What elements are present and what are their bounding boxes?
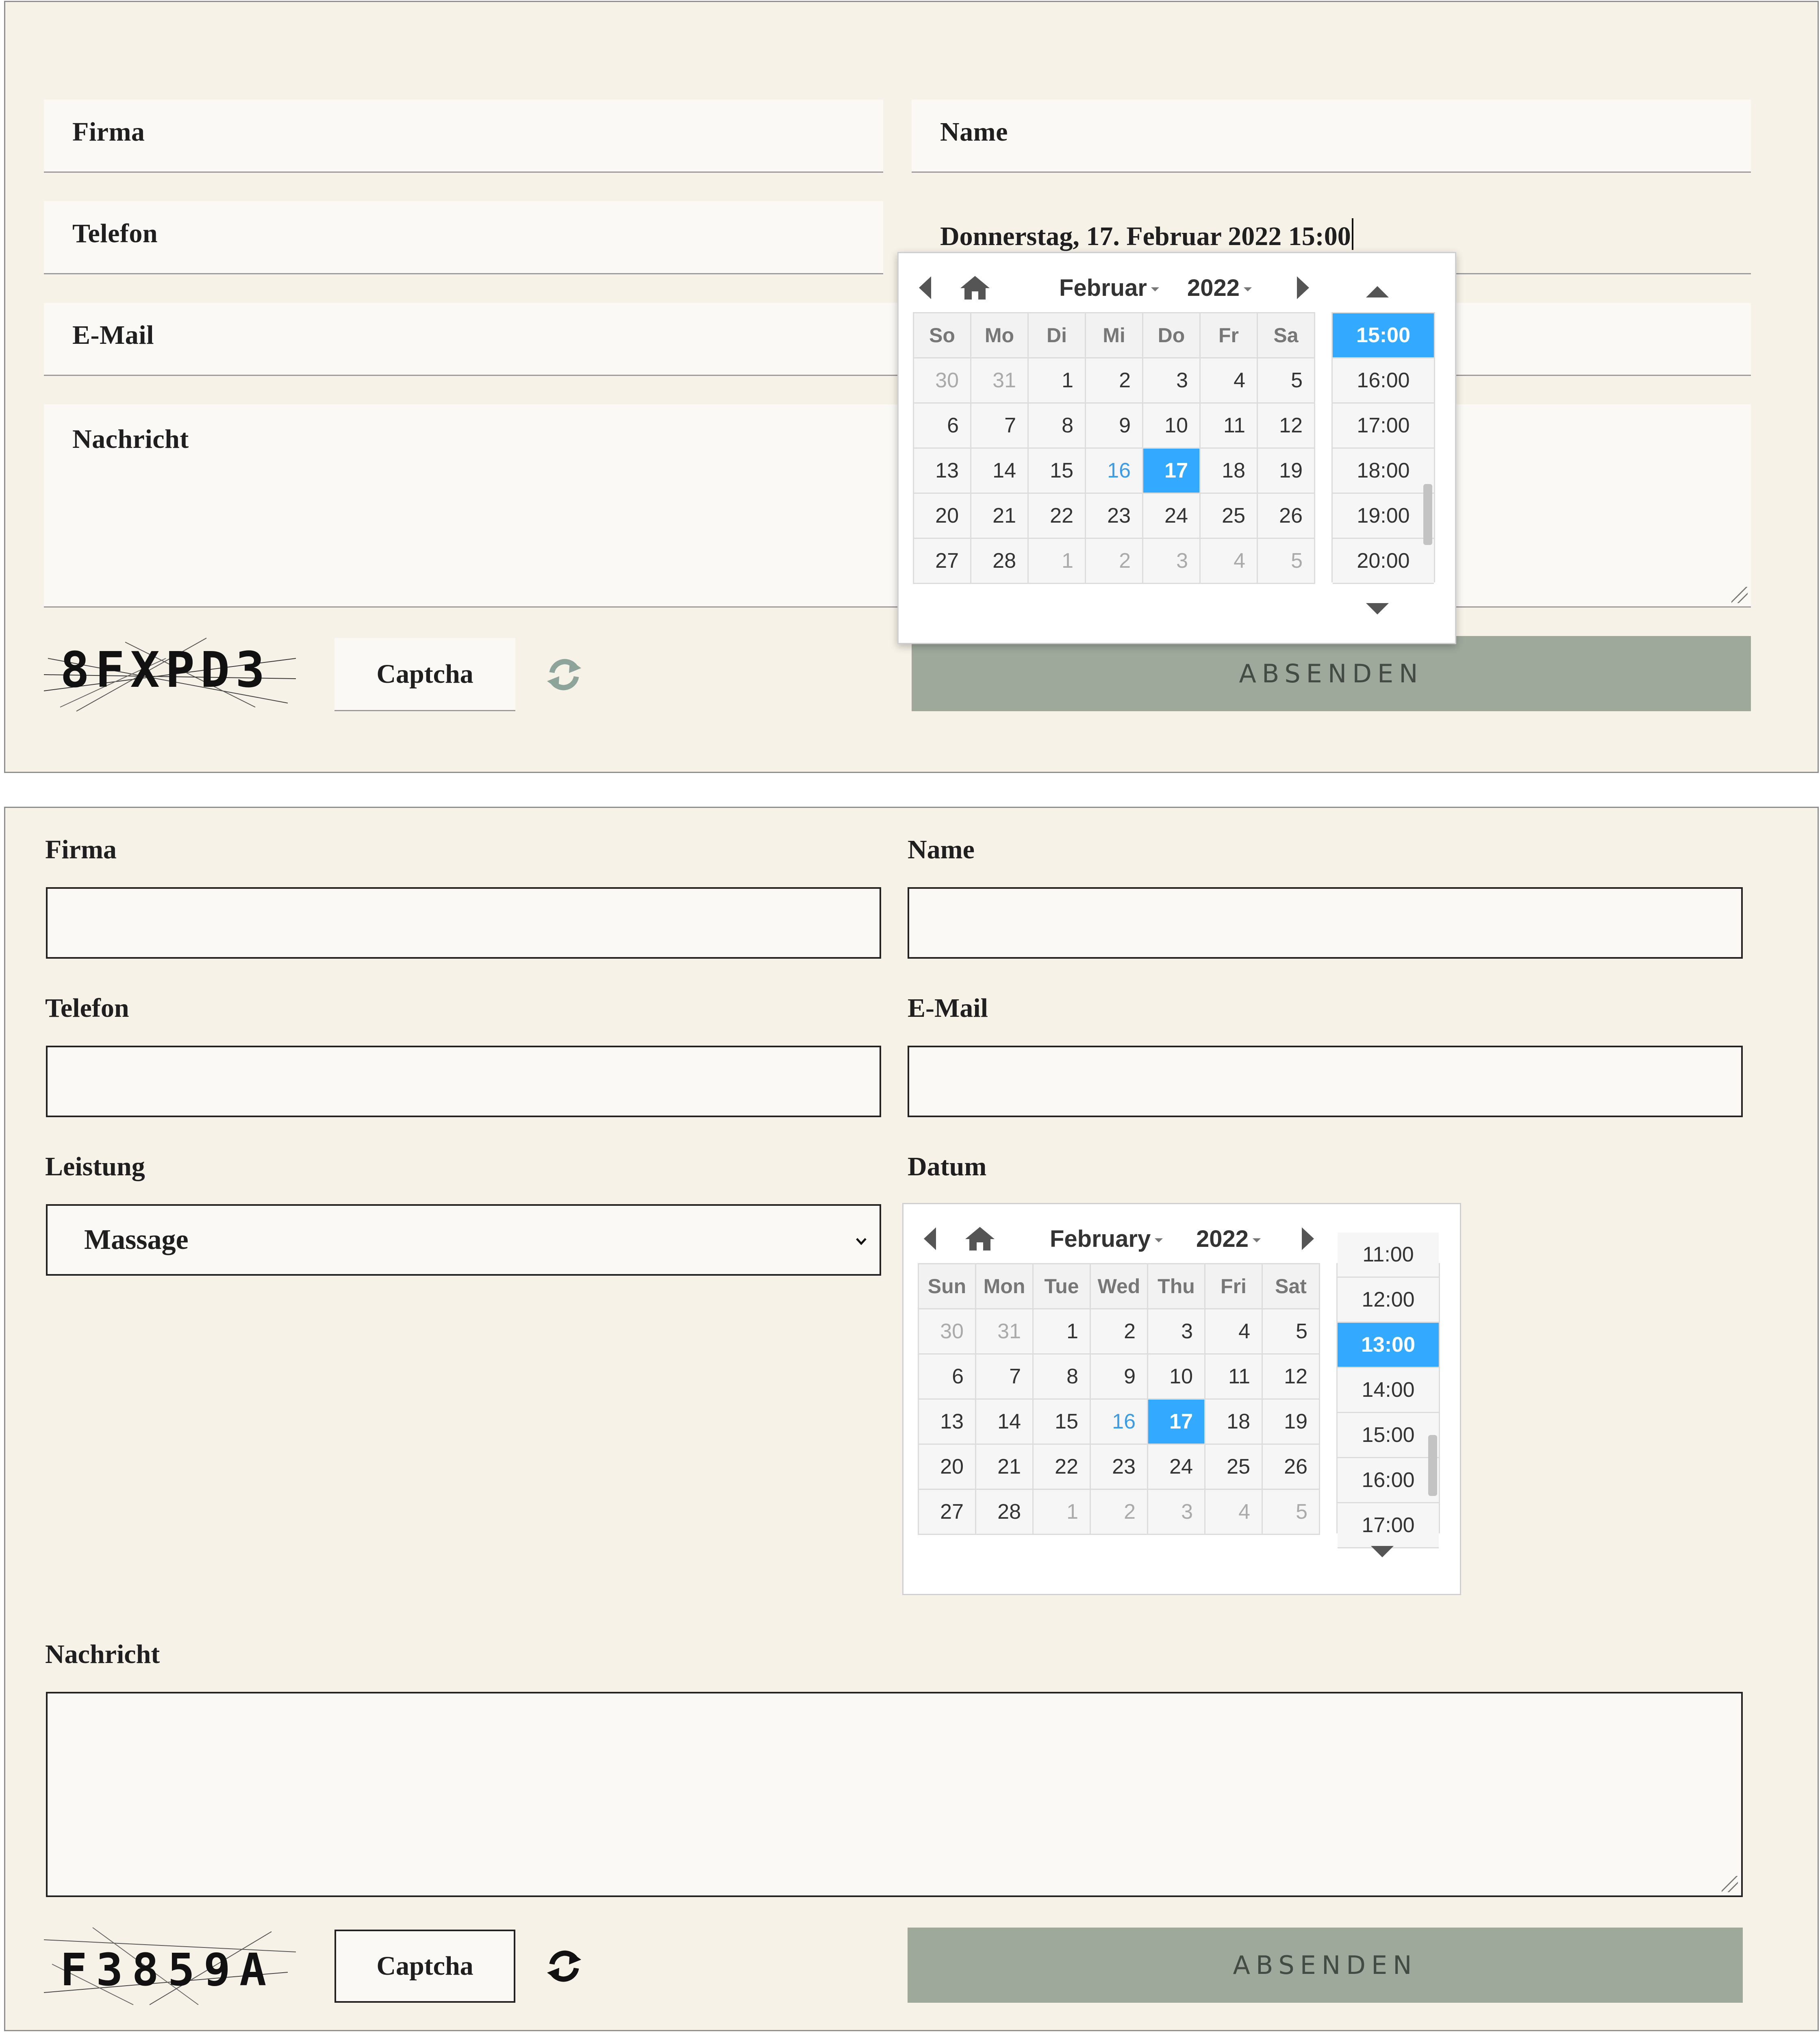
calendar-grid xyxy=(918,1263,1320,1535)
time-scroll-down-button[interactable] xyxy=(1366,593,1389,625)
calendar-day[interactable]: 3 xyxy=(1143,358,1200,403)
weekday-header: Di xyxy=(1028,313,1086,358)
year-select[interactable] xyxy=(1187,271,1252,304)
submit-button[interactable]: ABSENDEN xyxy=(908,1928,1743,2003)
arrow-down-icon xyxy=(1371,1546,1394,1557)
calendar-day[interactable]: 2 xyxy=(1090,1309,1148,1354)
year-select[interactable] xyxy=(1196,1222,1261,1255)
calendar-day[interactable]: 4 xyxy=(1200,538,1257,584)
prev-month-button[interactable] xyxy=(919,271,931,304)
weekday-header: Mon xyxy=(976,1264,1033,1309)
submit-button[interactable]: ABSENDEN xyxy=(912,636,1751,711)
firma-input[interactable] xyxy=(46,887,881,959)
time-scroll-up-button[interactable] xyxy=(1366,276,1389,308)
calendar-day[interactable]: 3 xyxy=(1143,538,1200,584)
arrow-down-icon xyxy=(1366,603,1389,614)
calendar-day[interactable]: 5 xyxy=(1257,538,1315,584)
calendar-day[interactable]: 21 xyxy=(976,1444,1033,1489)
name-input[interactable] xyxy=(908,887,1743,959)
calendar-day[interactable]: 9 xyxy=(1086,403,1143,448)
refresh-icon xyxy=(544,654,584,695)
calendar-day[interactable]: 24 xyxy=(1143,493,1200,538)
calendar-day[interactable]: 3 xyxy=(1148,1489,1205,1535)
calendar-day[interactable]: 26 xyxy=(1257,493,1315,538)
calendar-day[interactable]: 23 xyxy=(1086,493,1143,538)
weekday-header: Tue xyxy=(1033,1264,1090,1309)
year-label: 2022 xyxy=(1196,1225,1249,1252)
calendar-day[interactable]: 20 xyxy=(914,493,971,538)
selected-day[interactable]: 17 xyxy=(1148,1399,1205,1444)
telefon-label: Telefon xyxy=(45,993,129,1023)
selected-time[interactable]: 15:00 xyxy=(1333,313,1434,358)
calendar-day[interactable]: 1 xyxy=(1033,1309,1090,1354)
weekday-header: Mi xyxy=(1086,313,1143,358)
select-chevron-icon xyxy=(855,1235,867,1247)
resize-handle[interactable] xyxy=(1722,1876,1738,1892)
calendar-day[interactable]: 8 xyxy=(1033,1354,1090,1399)
refresh-captcha-button[interactable] xyxy=(540,1942,589,1991)
calendar-day[interactable]: 23 xyxy=(1090,1444,1148,1489)
calendar-day[interactable]: 26 xyxy=(1262,1444,1320,1489)
today-button[interactable] xyxy=(964,1222,995,1255)
calendar-day[interactable]: 20 xyxy=(919,1444,976,1489)
calendar-day[interactable]: 2 xyxy=(1090,1489,1148,1535)
time-scroll-down-button[interactable] xyxy=(1371,1535,1394,1568)
calendar-day[interactable]: 5 xyxy=(1257,358,1315,403)
month-select[interactable] xyxy=(1059,271,1159,304)
leistung-select[interactable] xyxy=(46,1204,881,1276)
month-label: Februar xyxy=(1059,274,1147,301)
telefon-field[interactable] xyxy=(44,201,883,274)
month-select[interactable] xyxy=(1050,1222,1163,1255)
weekday-header: So xyxy=(914,313,971,358)
calendar-grid xyxy=(913,312,1315,584)
calendar-day[interactable]: 11 xyxy=(1205,1354,1262,1399)
refresh-icon xyxy=(544,1946,584,1986)
firma-field[interactable] xyxy=(44,100,883,173)
calendar-day[interactable]: 31 xyxy=(976,1309,1033,1354)
weekday-header: Do xyxy=(1143,313,1200,358)
chevron-left-icon xyxy=(919,276,931,299)
weekday-header: Sun xyxy=(919,1264,976,1309)
calendar-day[interactable]: 5 xyxy=(1262,1309,1320,1354)
calendar-day[interactable]: 31 xyxy=(971,358,1028,403)
calendar-day[interactable]: 9 xyxy=(1090,1354,1148,1399)
chevron-right-icon xyxy=(1297,276,1309,299)
calendar-day[interactable]: 2 xyxy=(1086,538,1143,584)
calendar-day[interactable]: 24 xyxy=(1148,1444,1205,1489)
calendar-day[interactable]: 6 xyxy=(914,403,971,448)
date-input-value: Donnerstag, 17. Februar 2022 15:00 xyxy=(940,218,1353,252)
month-label: February xyxy=(1050,1225,1151,1252)
home-icon xyxy=(964,1226,995,1251)
nachricht-label: Nachricht xyxy=(72,424,189,454)
captcha-code: 8FXPD3 xyxy=(60,642,271,699)
datetime-picker-inline xyxy=(902,1203,1461,1595)
calendar-day[interactable]: 8 xyxy=(1028,403,1086,448)
datetime-picker xyxy=(897,252,1456,644)
calendar-day[interactable]: 7 xyxy=(971,403,1028,448)
calendar-day[interactable]: 18 xyxy=(1200,448,1257,493)
nachricht-label: Nachricht xyxy=(45,1639,160,1669)
calendar-day[interactable]: 25 xyxy=(1205,1444,1262,1489)
calendar-day[interactable]: 30 xyxy=(919,1309,976,1354)
prev-month-button[interactable] xyxy=(924,1222,936,1255)
weekday-header: Fr xyxy=(1200,313,1257,358)
refresh-captcha-button[interactable] xyxy=(540,650,589,699)
captcha-input[interactable]: Captcha xyxy=(334,1930,515,2003)
time-option[interactable]: 11:00 xyxy=(1338,1233,1439,1278)
nachricht-textarea[interactable] xyxy=(46,1692,1743,1897)
calendar-day[interactable]: 16 xyxy=(1086,448,1143,493)
calendar-day[interactable]: 19 xyxy=(1257,448,1315,493)
calendar-day[interactable]: 21 xyxy=(971,493,1028,538)
time-scrollbar-thumb[interactable] xyxy=(1423,484,1432,545)
weekday-header: Wed xyxy=(1090,1264,1148,1309)
name-label: Name xyxy=(908,835,975,864)
email-input[interactable] xyxy=(908,1046,1743,1117)
weekday-header: Mo xyxy=(971,313,1028,358)
calendar-day[interactable]: 15 xyxy=(1033,1399,1090,1444)
captcha-input[interactable]: Captcha xyxy=(334,638,515,711)
calendar-day[interactable]: 11 xyxy=(1200,403,1257,448)
leistung-label: Leistung xyxy=(45,1152,145,1181)
calendar-day[interactable]: 12 xyxy=(1262,1354,1320,1399)
calendar-day[interactable]: 14 xyxy=(976,1399,1033,1444)
calendar-day[interactable]: 14 xyxy=(971,448,1028,493)
chevron-right-icon xyxy=(1302,1227,1314,1250)
calendar-day[interactable]: 10 xyxy=(1143,403,1200,448)
calendar-day[interactable]: 27 xyxy=(914,538,971,584)
weekday-header: Thu xyxy=(1148,1264,1205,1309)
calendar-day[interactable]: 7 xyxy=(976,1354,1033,1399)
calendar-day[interactable]: 4 xyxy=(1205,1489,1262,1535)
home-icon xyxy=(960,275,990,300)
calendar-day[interactable]: 1 xyxy=(1028,538,1086,584)
weekday-header: Sat xyxy=(1262,1264,1320,1309)
calendar-day[interactable]: 22 xyxy=(1028,493,1086,538)
calendar-day[interactable]: 28 xyxy=(976,1489,1033,1535)
email-label: E-Mail xyxy=(72,320,154,350)
captcha-image xyxy=(44,1928,296,2009)
today-button[interactable] xyxy=(960,271,990,304)
calendar-day[interactable]: 19 xyxy=(1262,1399,1320,1444)
calendar-day[interactable]: 22 xyxy=(1033,1444,1090,1489)
calendar-day[interactable]: 25 xyxy=(1200,493,1257,538)
arrow-up-icon xyxy=(1366,286,1389,297)
telefon-input[interactable] xyxy=(46,1046,881,1117)
time-option[interactable]: 15:00 xyxy=(1338,1413,1439,1458)
text-cursor xyxy=(1352,218,1353,250)
calendar-day[interactable]: 3 xyxy=(1148,1309,1205,1354)
time-option[interactable]: 16:00 xyxy=(1333,358,1434,404)
calendar-day[interactable]: 1 xyxy=(1028,358,1086,403)
firma-label: Firma xyxy=(72,117,145,147)
calendar-day[interactable]: 16 xyxy=(1090,1399,1148,1444)
calendar-day[interactable]: 5 xyxy=(1262,1489,1320,1535)
calendar-day[interactable]: 18 xyxy=(1205,1399,1262,1444)
time-list[interactable] xyxy=(1331,312,1435,582)
resize-handle[interactable] xyxy=(1731,587,1748,603)
chevron-left-icon xyxy=(924,1227,936,1250)
time-option[interactable]: 12:00 xyxy=(1338,1278,1439,1323)
time-option[interactable]: 17:00 xyxy=(1338,1503,1439,1548)
time-option[interactable]: 16:00 xyxy=(1338,1458,1439,1503)
calendar-day[interactable]: 13 xyxy=(914,448,971,493)
calendar-day[interactable]: 13 xyxy=(919,1399,976,1444)
calendar-day[interactable]: 12 xyxy=(1257,403,1315,448)
time-option[interactable]: 20:00 xyxy=(1333,539,1434,584)
calendar-day[interactable]: 27 xyxy=(919,1489,976,1535)
firma-label: Firma xyxy=(45,835,117,864)
calendar-day[interactable]: 28 xyxy=(971,538,1028,584)
calendar-day[interactable]: 4 xyxy=(1200,358,1257,403)
next-month-button[interactable] xyxy=(1302,1222,1314,1255)
calendar-day[interactable]: 2 xyxy=(1086,358,1143,403)
time-scrollbar-thumb[interactable] xyxy=(1428,1435,1437,1496)
calendar-day[interactable]: 1 xyxy=(1033,1489,1090,1535)
contact-form-floating-labels xyxy=(4,1,1819,773)
next-month-button[interactable] xyxy=(1297,271,1309,304)
calendar-day[interactable]: 15 xyxy=(1028,448,1086,493)
time-option[interactable]: 14:00 xyxy=(1338,1368,1439,1413)
email-label: E-Mail xyxy=(908,993,988,1023)
time-option[interactable]: 18:00 xyxy=(1333,449,1434,494)
datum-label: Datum xyxy=(908,1152,987,1181)
time-option[interactable]: 17:00 xyxy=(1333,404,1434,449)
weekday-header: Sa xyxy=(1257,313,1315,358)
calendar-day[interactable]: 4 xyxy=(1205,1309,1262,1354)
calendar-day[interactable]: 6 xyxy=(919,1354,976,1399)
selected-time[interactable]: 13:00 xyxy=(1338,1323,1439,1368)
name-field[interactable] xyxy=(912,100,1751,173)
calendar-day[interactable]: 30 xyxy=(914,358,971,403)
telefon-label: Telefon xyxy=(72,219,158,248)
captcha-code: F3859A xyxy=(60,1944,276,1996)
name-label: Name xyxy=(940,117,1008,147)
year-label: 2022 xyxy=(1187,274,1240,301)
time-option[interactable]: 19:00 xyxy=(1333,494,1434,539)
selected-day[interactable]: 17 xyxy=(1143,448,1200,493)
weekday-header: Fri xyxy=(1205,1264,1262,1309)
leistung-selected-value: Massage xyxy=(84,1224,189,1255)
time-list[interactable] xyxy=(1336,1243,1440,1537)
calendar-day[interactable]: 10 xyxy=(1148,1354,1205,1399)
captcha-image xyxy=(44,634,296,715)
